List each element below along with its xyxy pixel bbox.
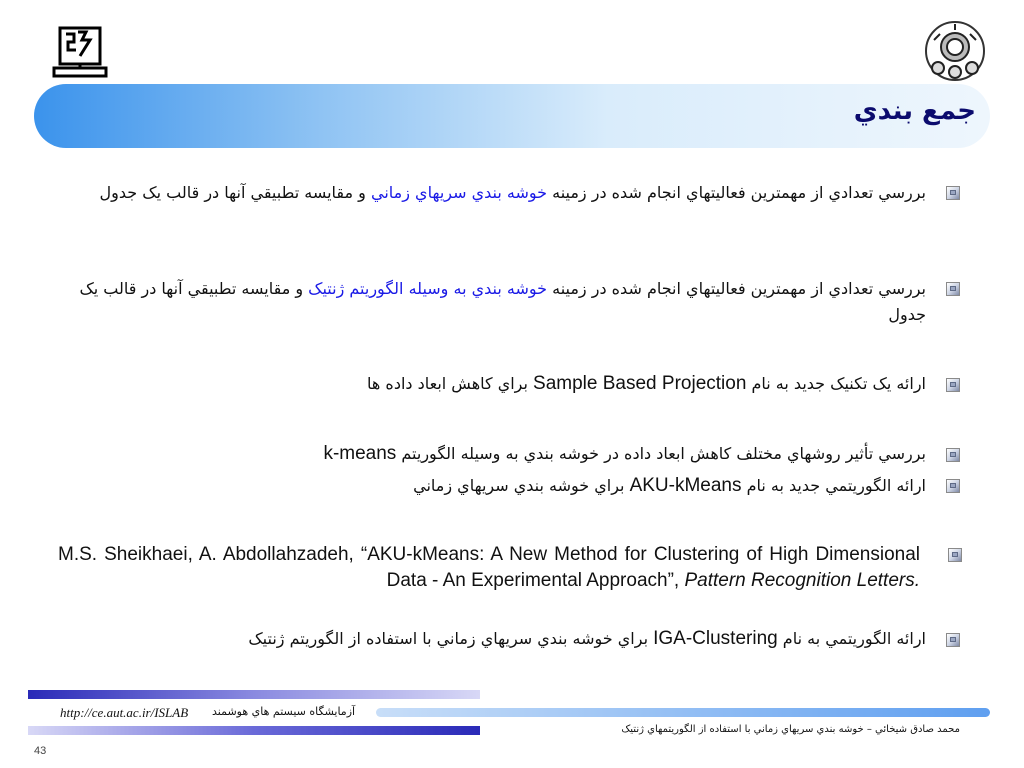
- bullet-icon: [946, 282, 960, 296]
- bullet-icon: [946, 448, 960, 462]
- bullet-1-highlight: خوشه بندي سريهاي زماني: [371, 183, 548, 202]
- bullet-7-text-end: براي خوشه بندي سريهاي زماني با استفاده از الگوريتم ژنتيک: [248, 629, 654, 648]
- university-emblem-icon: [924, 20, 986, 82]
- bullet-text-4: [76, 441, 926, 467]
- lab-logo-icon: [52, 22, 108, 80]
- bullet-3-text: ارائه يک تکنيک جديد به نام: [746, 374, 926, 393]
- bullet-icon: [946, 186, 960, 200]
- bullet-text-5: [76, 473, 926, 499]
- bullet-icon: [946, 633, 960, 647]
- bullet-4-english: k-means: [323, 443, 397, 464]
- bullet-5-text: ارائه الگوريتمي جديد به نام: [741, 476, 926, 495]
- reference-text: M.S. Sheikhaei, A. Abdollahzadeh, “AKU-kMeans: A New Method for Clustering of High Dimensional Data - An Experimental Approach”,: [58, 544, 920, 591]
- bullet-icon: [946, 479, 960, 493]
- bullet-text-1: [86, 180, 926, 206]
- bullet-2-text: بررسي تعدادي از مهمترين فعاليتهاي انجام شده در زمينه: [547, 279, 926, 298]
- bullet-text-7: [76, 626, 926, 652]
- bullet-icon: [948, 548, 962, 562]
- footer-author: محمد صادق شيخائي – خوشه بندي سريهاي زماني با استفاده از الگوريتمهاي ژنتيک: [621, 724, 960, 735]
- bullet-1-text-end: و مقايسه تطبيقي آنها در قالب يک جدول: [99, 183, 371, 202]
- bullet-7-text: ارائه الگوريتمي به نام: [777, 629, 926, 648]
- bullet-7-english: IGA-Clustering: [653, 628, 778, 649]
- bullet-5-english: AKU-kMeans: [629, 475, 742, 496]
- footer-divider-middle: [376, 708, 990, 717]
- reference-citation: [58, 542, 920, 594]
- bullet-3-text-end: براي کاهش ابعاد داده ها: [367, 374, 534, 393]
- footer-lab-name: آزمايشگاه سيستم هاي هوشمند: [212, 705, 356, 718]
- bullet-text-3: [76, 371, 926, 397]
- bullet-4-text: بررسي تأثير روشهاي مختلف کاهش ابعاد داده در خوشه بندي به وسيله الگوريتم: [396, 444, 926, 463]
- title-bar: [34, 84, 990, 148]
- slide-title: جمع بندي: [853, 96, 976, 126]
- reference-journal: Pattern Recognition Letters.: [684, 570, 920, 591]
- bullet-text-2: [76, 276, 926, 328]
- footer-divider-top: [28, 690, 480, 699]
- bullet-2-highlight: خوشه بندي به وسيله الگوريتم ژنتيک: [308, 279, 548, 298]
- bullet-2-text-end: و مقايسه تطبيقي آنها در قالب يک جدول: [79, 279, 926, 324]
- bullet-1-text: بررسي تعدادي از مهمترين فعاليتهاي انجام شده در زمينه: [547, 183, 926, 202]
- bullet-5-text-end: براي خوشه بندي سريهاي زماني: [413, 476, 630, 495]
- bullet-icon: [946, 378, 960, 392]
- page-number: 43: [34, 745, 47, 757]
- footer-divider-bottom: [28, 726, 480, 735]
- bullet-3-english: Sample Based Projection: [533, 373, 747, 394]
- footer-url: http://ce.aut.ac.ir/ISLAB: [60, 705, 189, 720]
